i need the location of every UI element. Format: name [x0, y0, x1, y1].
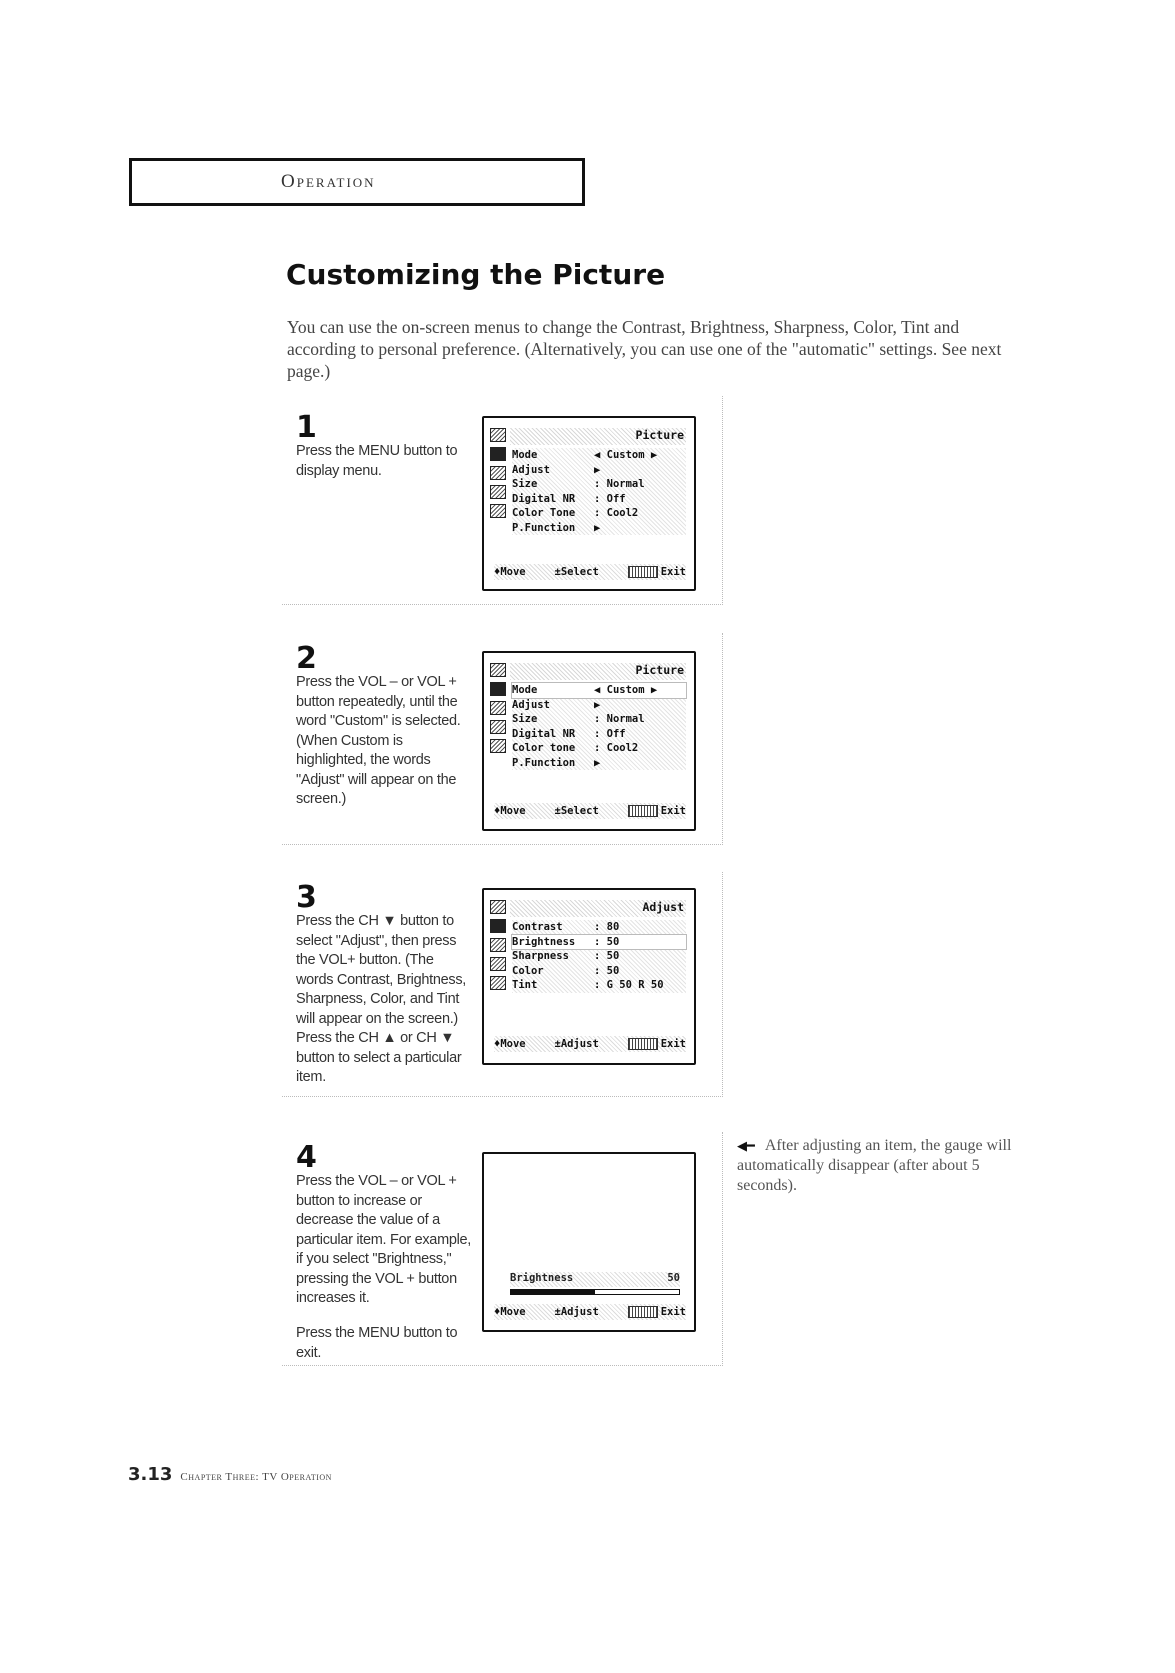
setup-icon: [490, 957, 506, 971]
osd-row-value: ▶: [594, 463, 601, 476]
osd-row-label: Mode: [512, 449, 538, 462]
osd-menu-picture-custom: [482, 651, 696, 831]
setup-icon: [490, 720, 506, 734]
osd-exit-hint: [628, 1306, 686, 1318]
menu-key-icon: [628, 1038, 658, 1050]
osd-row: [512, 920, 686, 935]
osd-row-value: ◀ Custom ▶: [594, 684, 658, 697]
osd-row: [512, 506, 686, 521]
osd-row-label: Digital NR: [512, 727, 576, 740]
step-text: Press the MENU button to display menu.: [296, 443, 458, 479]
osd-menu-adjust: [482, 888, 696, 1065]
osd-row-label: Contrast: [512, 921, 563, 934]
section-header: [129, 158, 585, 206]
step-text: Press the VOL – or VOL + button repeatedly, until the word "Custom" is selected. (When Custom is highlighted, the words "Adjust" will appear on the screen.): [296, 674, 461, 807]
osd-row-highlighted: [512, 935, 686, 950]
page-title: Customizing the Picture: [286, 258, 666, 291]
osd-footer: [494, 803, 686, 819]
gauge-label: Brightness: [510, 1272, 574, 1284]
gauge-track: [510, 1289, 680, 1295]
input-icon: [490, 976, 506, 990]
osd-move-hint: ♦Move: [494, 1306, 526, 1318]
osd-row-value: ▶: [594, 521, 601, 534]
osd-row-label: Color: [512, 964, 544, 977]
osd-row: [512, 741, 686, 756]
osd-row-label: Brightness: [512, 935, 576, 948]
osd-icon-column: [490, 900, 508, 995]
step-3: [282, 872, 723, 1097]
gauge-label-bar: [510, 1272, 680, 1287]
osd-row-label: Tint: [512, 979, 538, 992]
osd-row: [512, 978, 686, 993]
step-2: [282, 633, 723, 845]
side-note: [737, 1136, 1027, 1196]
picture-icon: [490, 663, 506, 677]
step-number: 3: [296, 880, 317, 915]
osd-icon-column: [490, 663, 508, 758]
osd-adjust-hint: ±Adjust: [554, 1038, 599, 1050]
osd-select-hint: ±Select: [554, 805, 599, 817]
osd-row: [512, 712, 686, 727]
osd-row-label: Digital NR: [512, 492, 576, 505]
osd-row-label: Sharpness: [512, 950, 569, 963]
osd-row-value: : 50: [594, 935, 620, 948]
osd-row-label: Mode: [512, 684, 538, 697]
osd-gauge: [482, 1152, 696, 1332]
chapter-label: Chapter Three: TV Operation: [180, 1471, 332, 1483]
osd-row-value: ▶: [594, 698, 601, 711]
input-icon: [490, 504, 506, 518]
section-title: Operation: [281, 171, 376, 192]
menu-key-icon: [628, 805, 658, 817]
osd-row-value: : Cool2: [594, 507, 639, 520]
osd-row: [512, 964, 686, 979]
osd-title: Adjust: [642, 900, 684, 914]
channel-icon: [490, 938, 506, 952]
menu-key-icon: [628, 1306, 658, 1318]
osd-row-value: : G 50 R 50: [594, 979, 664, 992]
osd-row: [512, 756, 686, 771]
channel-icon: [490, 701, 506, 715]
osd-icon-column: [490, 428, 508, 523]
step-number: 1: [296, 410, 317, 445]
osd-row-value: : 80: [594, 921, 620, 934]
osd-footer: [494, 564, 686, 580]
osd-row-label: Adjust: [512, 463, 550, 476]
osd-row-label: Color Tone: [512, 507, 576, 520]
osd-row-label: Size: [512, 478, 538, 491]
osd-row-label: Color tone: [512, 742, 576, 755]
osd-rows: [512, 448, 686, 535]
osd-exit-label: Exit: [660, 1038, 686, 1050]
osd-row-label: Adjust: [512, 698, 550, 711]
osd-row-value: : Off: [594, 727, 626, 740]
osd-footer: [494, 1036, 686, 1052]
osd-row-value: : 50: [594, 950, 620, 963]
sound-icon: [490, 447, 506, 461]
osd-menu-picture: [482, 416, 696, 591]
input-icon: [490, 739, 506, 753]
osd-title: Picture: [635, 663, 684, 677]
osd-rows: [512, 920, 686, 993]
osd-row: [512, 492, 686, 507]
channel-icon: [490, 466, 506, 480]
osd-adjust-hint: ±Adjust: [554, 1306, 599, 1318]
step-4: [282, 1132, 723, 1366]
step-text-exit: Press the MENU button to exit.: [296, 1325, 458, 1361]
step-text: Press the VOL – or VOL + button to increase or decrease the value of a particular item. For example, if you select "Brightness," pressing the VOL + button increases it.: [296, 1173, 472, 1306]
osd-row: [512, 463, 686, 478]
step-number: 2: [296, 641, 317, 676]
page-number: 3.13: [128, 1464, 173, 1485]
osd-row: [512, 949, 686, 964]
side-note-text: After adjusting an item, the gauge will automatically disappear (after about 5 seconds).: [737, 1137, 1012, 1194]
osd-row: [512, 727, 686, 742]
setup-icon: [490, 485, 506, 499]
osd-exit-label: Exit: [660, 1306, 686, 1318]
step-number: 4: [296, 1140, 317, 1175]
picture-icon: [490, 900, 506, 914]
osd-exit-hint: [628, 1038, 686, 1050]
menu-key-icon: [628, 566, 658, 578]
osd-exit-label: Exit: [660, 566, 686, 578]
osd-exit-hint: [628, 805, 686, 817]
osd-exit-label: Exit: [660, 805, 686, 817]
osd-title: Picture: [635, 428, 684, 442]
osd-move-hint: ♦Move: [494, 1038, 526, 1050]
osd-row-value: : Normal: [594, 713, 645, 726]
osd-row: [512, 448, 686, 463]
osd-select-hint: ±Select: [554, 566, 599, 578]
step-text: Press the CH ▼ button to select "Adjust", then press the VOL+ button. (The words Contrast, Brightness, Sharpness, Color, and Tint will appear on the screen.) Press the CH ▲ or CH ▼ button to select a particular item.: [296, 913, 466, 1085]
osd-row-highlighted: [512, 683, 686, 698]
osd-footer: [494, 1304, 686, 1320]
osd-row-label: P.Function: [512, 756, 576, 769]
osd-row: [512, 477, 686, 492]
osd-row-value: : Cool2: [594, 742, 639, 755]
osd-row: [512, 521, 686, 536]
gauge-value: 50: [667, 1272, 680, 1284]
osd-row-value: : Normal: [594, 478, 645, 491]
picture-icon: [490, 428, 506, 442]
osd-row-value: ▶: [594, 756, 601, 769]
osd-move-hint: ♦Move: [494, 566, 526, 578]
osd-row-value: : 50: [594, 964, 620, 977]
osd-move-hint: ♦Move: [494, 805, 526, 817]
sound-icon: [490, 919, 506, 933]
arrow-left-icon: ◀━: [737, 1138, 755, 1153]
sound-icon: [490, 682, 506, 696]
osd-row: [512, 698, 686, 713]
osd-row-label: Size: [512, 713, 538, 726]
osd-exit-hint: [628, 566, 686, 578]
page-footer: [128, 1464, 332, 1485]
intro-paragraph: You can use the on-screen menus to change the Contrast, Brightness, Sharpness, Color, Tint and according to personal preference. (Alternatively, you can use one of the "automatic" settings. See next page.): [287, 317, 1002, 381]
osd-row-label: P.Function: [512, 521, 576, 534]
osd-rows: [512, 683, 686, 770]
step-1: [282, 396, 723, 605]
osd-row-value: : Off: [594, 492, 626, 505]
osd-row-value: ◀ Custom ▶: [594, 449, 658, 462]
gauge-fill: [511, 1290, 595, 1294]
